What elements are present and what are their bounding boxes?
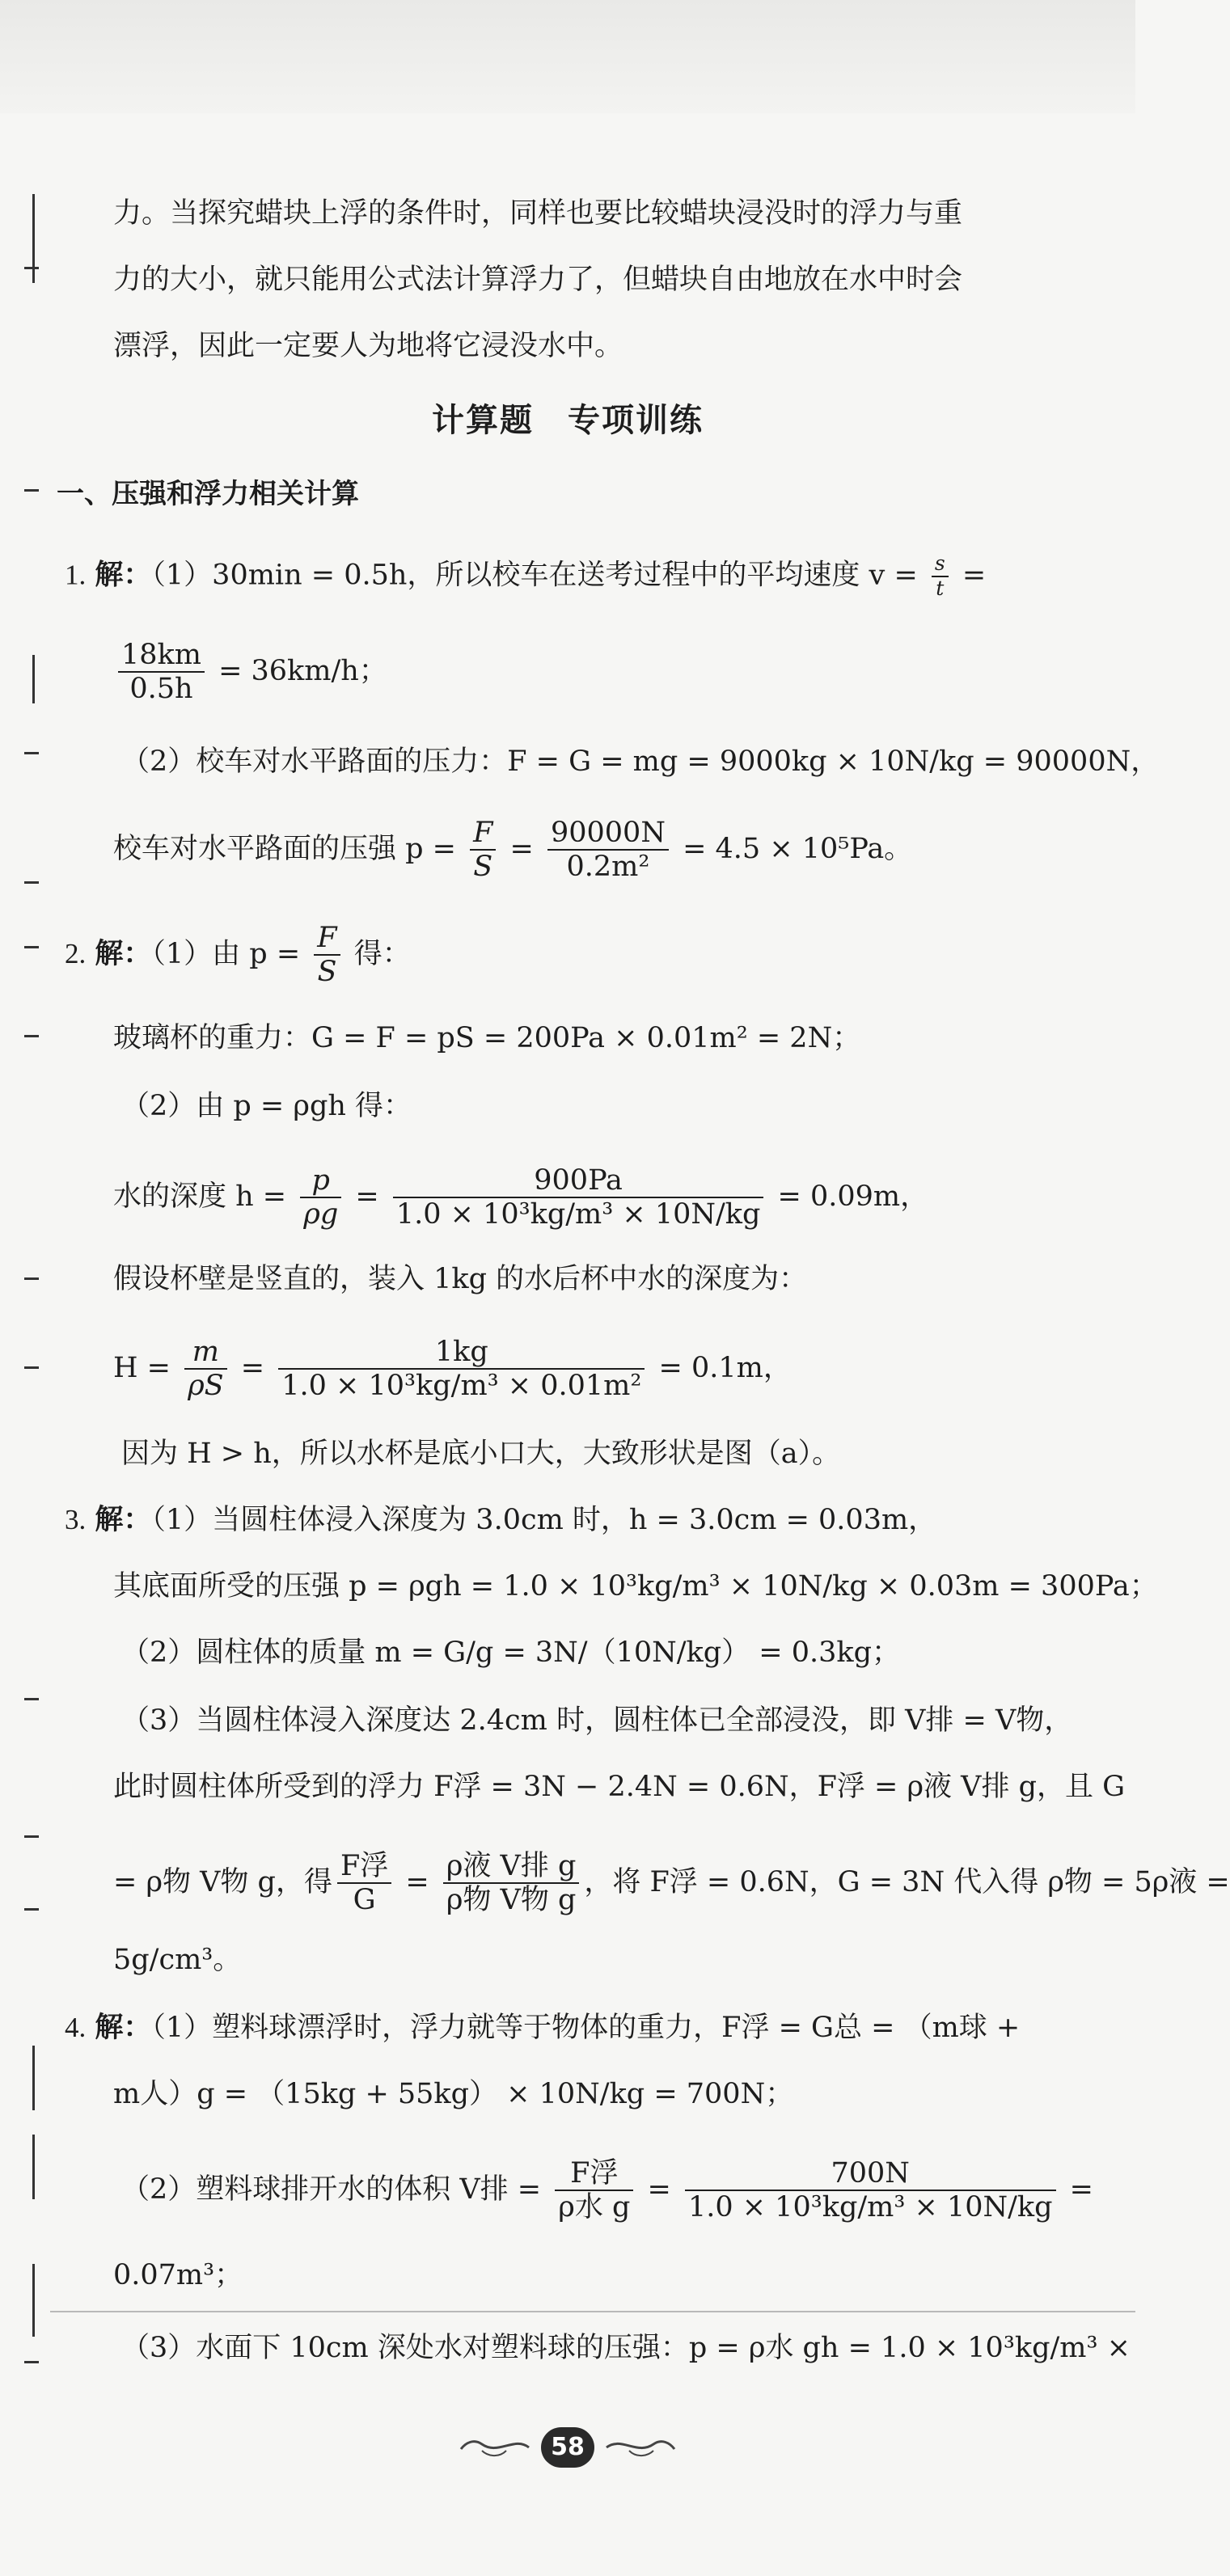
problem-3-line-b: 其底面所受的压强 p = ρgh = 1.0 × 10³kg/m³ × 10N/kg × 0.03m = 300Pa； (113, 1570, 1158, 1603)
scan-top-band (0, 0, 1135, 113)
fraction: $\frac{1kg}{\text{1.0 × 10³kg/m³ × 0.01m²}}$ (278, 1336, 645, 1403)
problem-4-line-e: （3）水面下 10cm 深处水对塑料球的压强：p = ρ水 gh = 1.0 × 10³kg/m³ × (121, 2332, 1131, 2364)
fraction: $\frac{m}{\rho S}$ (184, 1336, 227, 1403)
page-number: 58 (541, 2427, 594, 2468)
problem-2-line-g: 因为 H > h，所以水杯是底小口大，大致形状是图（a）。 (121, 1438, 841, 1470)
problem-4-line-a: 4. 解：（1）塑料球漂浮时，浮力就等于物体的重力，F浮 = G总 = （m球 + (65, 2012, 1021, 2044)
fraction: $\frac{90000N}{\text{0.2m²}}$ (547, 817, 669, 884)
divider (50, 2311, 1135, 2312)
left-ornament-icon (458, 2431, 530, 2464)
problem-3-line-f: = ρ物 V物 g，得 $\frac{\text{F浮}}{G}$ = $\frac{\text{ρ液 V排 g}}{\text{ρ物 V物 g}}$ ，将 F浮 = 0.6N，G = 3N 代入得 ρ物 = 5ρ液 = (113, 1850, 1230, 1917)
problem-4-line-d: 0.07m³； (113, 2259, 243, 2291)
problem-2-line-a: 2. 解：（1）由 p = $\frac{F}{S}$ 得： (65, 922, 411, 989)
fraction: $\frac{s}{t}$ (932, 552, 949, 601)
problem-3-line-g: 5g/cm³。 (113, 1944, 242, 1976)
problem-3-line-c: （2）圆柱体的质量 m = G/g = 3N/（10N/kg） = 0.3kg； (121, 1636, 900, 1669)
section-title: 计算题 专项训练 (432, 402, 704, 439)
binding-margin (0, 0, 47, 2576)
problem-3-line-d: （3）当圆柱体浸入深度达 2.4cm 时，圆柱体已全部浸没，即 V排 = V物， (121, 1704, 1073, 1737)
fraction: $\frac{700N}{\text{1.0 × 10³kg/m³ × 10N/kg}}$ (685, 2157, 1056, 2224)
problem-3-line-a: 3. 解：（1）当圆柱体浸入深度为 3.0cm 时，h = 3.0cm = 0.03m， (65, 1504, 937, 1536)
paragraph-line: 力的大小，就只能用公式法计算浮力了，但蜡块自由地放在水中时会 (113, 264, 963, 296)
problem-2-line-b: 玻璃杯的重力：G = F = pS = 200Pa × 0.01m² = 2N； (113, 1022, 861, 1054)
problem-2-line-f: H = $\frac{m}{\rho S}$ = $\frac{1kg}{\text{1.0 × 10³kg/m³ × 0.01m²}}$ = 0.1m， (113, 1336, 792, 1403)
problem-2-line-e: 假设杯壁是竖直的，装入 1kg 的水后杯中水的深度为： (113, 1263, 808, 1295)
right-ornament-icon (605, 2431, 678, 2464)
problem-1-line-b: $\frac{18km}{0.5h}$ = 36km/h； (113, 639, 387, 706)
fraction: $\frac{F}{S}$ (314, 922, 340, 989)
problem-1-line-a: 1. 解：（1）30min = 0.5h，所以校车在送考过程中的平均速度 v = $\frac{s}{t}$ = (65, 551, 987, 600)
fraction: $\frac{p}{\rho g}$ (300, 1164, 341, 1231)
fraction: $\frac{\text{F浮}}{G}$ (337, 1850, 391, 1917)
problem-3-line-e: 此时圆柱体所受到的浮力 F浮 = 3N − 2.4N = 0.6N，F浮 = ρ液 V排 g，且 G (113, 1771, 1126, 1803)
fraction: $\frac{900Pa}{\text{1.0 × 10³kg/m³ × 10N/kg}}$ (393, 1164, 764, 1231)
paragraph-line: 力。当探究蜡块上浮的条件时，同样也要比较蜡块浸没时的浮力与重 (113, 197, 963, 230)
fraction: $\frac{\text{F浮}}{\text{ρ水 g}}$ (555, 2157, 633, 2224)
problem-2-line-c: （2）由 p = ρgh 得： (121, 1090, 412, 1122)
page-footer (0, 2427, 1135, 2468)
fraction: $\frac{F}{S}$ (470, 817, 496, 884)
problem-2-line-d: 水的深度 h = $\frac{p}{\rho g}$ = $\frac{900Pa}{\text{1.0 × 10³kg/m³ × 10N/kg}}$ = 0.09m， (113, 1164, 929, 1231)
problem-1-line-d: 校车对水平路面的压强 p = $\frac{F}{S}$ = $\frac{90000N}{\text{0.2m²}}$ = 4.5 × 10⁵Pa。 (113, 817, 913, 884)
problem-1-line-c: （2）校车对水平路面的压力：F = G = mg = 9000kg × 10N/kg = 90000N， (121, 745, 1160, 778)
fraction: $\frac{18km}{0.5h}$ (118, 639, 205, 706)
fraction: $\frac{\text{ρ液 V排 g}}{\text{ρ物 V物 g}}$ (443, 1850, 580, 1917)
problem-4-line-c: （2）塑料球排开水的体积 V排 = $\frac{\text{F浮}}{\text{ρ水 g}}$ = $\frac{700N}{\text{1.0 × 10³kg/m³ × 10N/kg}}$ = (121, 2157, 1093, 2224)
subsection-heading: 一、压强和浮力相关计算 (57, 478, 359, 510)
paragraph-line: 漂浮，因此一定要人为地将它浸没水中。 (113, 330, 623, 362)
problem-4-line-b: m人）g = （15kg + 55kg） × 10N/kg = 700N； (113, 2078, 794, 2110)
